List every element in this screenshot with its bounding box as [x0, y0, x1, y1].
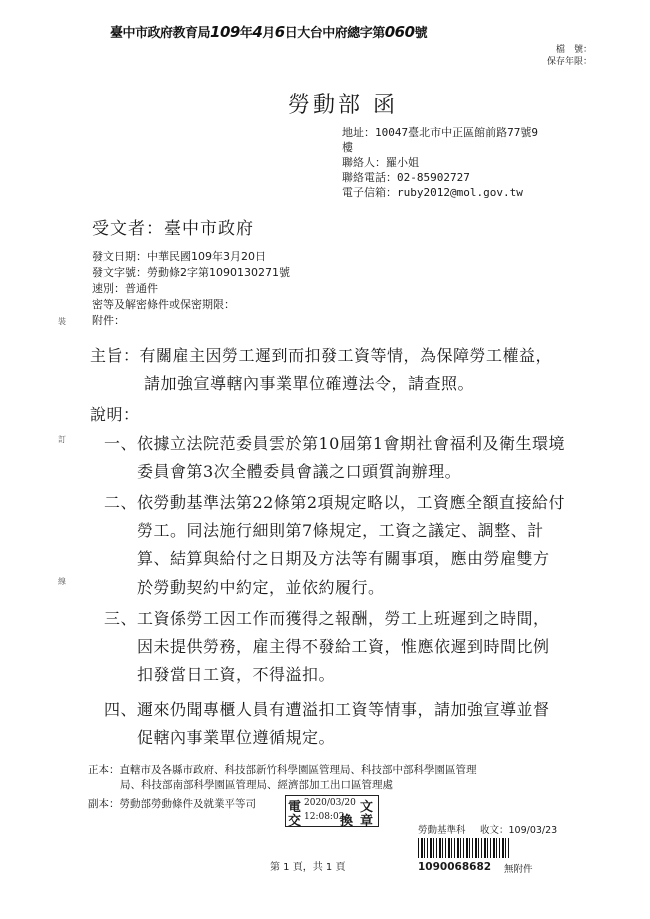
- stamp-number: 060: [384, 23, 415, 41]
- security-level: 密等及解密條件或保密期限：: [92, 298, 235, 311]
- contact-person: 聯絡人：羅小姐: [342, 156, 419, 169]
- binding-mark-2: 訂: [58, 435, 66, 444]
- item-4-line-2: 促轄內事業單位遵循規定。: [137, 728, 336, 747]
- item-2-line-1: 二、依勞動基準法第22條第2項規定略以，工資應全額直接給付: [104, 493, 566, 512]
- address-line-2: 樓: [342, 141, 353, 154]
- stamp-year-char: 年: [239, 26, 253, 41]
- stamp-month-char: 月: [262, 26, 275, 41]
- stamp-suffix: 日大台中府總字第: [284, 26, 385, 41]
- item-3-line-1: 三、工資係勞工因工作而獲得之報酬，勞工上班遲到之時間，: [104, 609, 550, 628]
- copy-recipients: 副本：勞動部勞動條件及就業平等司: [88, 798, 256, 810]
- attachment-label: 附件：: [92, 314, 125, 327]
- seal-date: 2020/03/20: [304, 798, 356, 808]
- stamp-day: 6: [274, 23, 285, 41]
- stamp-prefix: 臺中市政府教育局: [110, 26, 211, 41]
- contact-phone: 聯絡電話：02-85902727: [342, 171, 470, 184]
- attachment-flag: 無附件: [504, 864, 533, 875]
- primary-recipients-line-2: 局、科技部南部科學園區管理局、經濟部加工出口區管理處: [120, 779, 393, 791]
- item-1-line-1: 一、依據立法院范委員雲於第10屆第1會期社會福利及衛生環境: [104, 434, 566, 453]
- received-date: 收文：109/03/23: [480, 825, 558, 836]
- item-4-line-1: 四、邇來仍聞專櫃人員有遭溢扣工資等情事，請加強宣導並督: [104, 700, 550, 719]
- seal-char-swap: 換: [340, 814, 354, 829]
- item-1-line-2: 委員會第3次全體委員會議之口頭質詢辦理。: [137, 462, 462, 481]
- file-meta: [547, 44, 592, 68]
- file-number-label: 檔 號：: [555, 45, 592, 55]
- address-line-1: 地址：10047臺北市中正區館前路77號9: [342, 126, 538, 139]
- page-title: 勞動部 函: [288, 93, 398, 118]
- retention-label: 保存年限：: [546, 57, 592, 67]
- barcode-number: 1090068682: [418, 861, 492, 873]
- stamp-month: 4: [252, 23, 263, 41]
- page-footer: 第 1 頁，共 1 頁: [270, 862, 346, 873]
- primary-recipients-line-1: 正本：直轄市及各縣市政府、科技部新竹科學園區管理局、科技部中部科學園區管理: [88, 764, 477, 776]
- delivery-speed: 速別：普通件: [92, 282, 158, 295]
- subject-line-2: 請加強宣導轄內事業單位確遵法令，請查照。: [144, 374, 475, 393]
- item-2-line-2: 勞工。同法施行細則第7條規定，工資之議定、調整、計: [137, 521, 544, 540]
- seal-char-document: 文: [360, 800, 374, 815]
- received-dept: 勞動基準科: [418, 825, 466, 836]
- item-3-line-2: 因未提供勞務，雇主得不發給工資，惟應依遲到時間比例: [137, 637, 550, 656]
- stamp-year: 109: [210, 23, 240, 41]
- item-3-line-3: 扣發當日工資，不得溢扣。: [137, 665, 336, 684]
- seal-time: 12:08:02: [304, 812, 345, 822]
- barcode-graphic: [418, 838, 510, 858]
- binding-mark-1: 裝: [58, 317, 66, 326]
- receiver: 受文者：臺中市政府: [92, 219, 254, 239]
- issue-date: 發文日期：中華民國109年3月20日: [92, 250, 266, 263]
- received-stamp: [416, 822, 562, 878]
- explanation-label: 說明：: [90, 405, 140, 424]
- item-2-line-3: 算、結算與給付之日期及方法等有關事項，應由勞雇雙方: [137, 549, 550, 568]
- seal-char-stamp: 章: [360, 814, 374, 829]
- document-number: 發文字號：勞動條2字第1090130271號: [92, 266, 290, 279]
- e-exchange-seal: [285, 795, 379, 827]
- contact-email: 電子信箱：ruby2012@mol.gov.tw: [342, 186, 523, 199]
- seal-char-exchange: 交: [288, 814, 302, 829]
- binding-mark-3: 線: [58, 577, 66, 586]
- subject-line-1: 主旨：有關雇主因勞工遲到而扣發工資等情，為保障勞工權益，: [90, 346, 553, 365]
- seal-char-electronic: 電: [288, 800, 302, 815]
- item-2-line-4: 於勞動契約中約定，並依約履行。: [137, 578, 385, 597]
- stamp-number-suffix: 號: [414, 26, 428, 41]
- receipt-stamp: [110, 22, 427, 41]
